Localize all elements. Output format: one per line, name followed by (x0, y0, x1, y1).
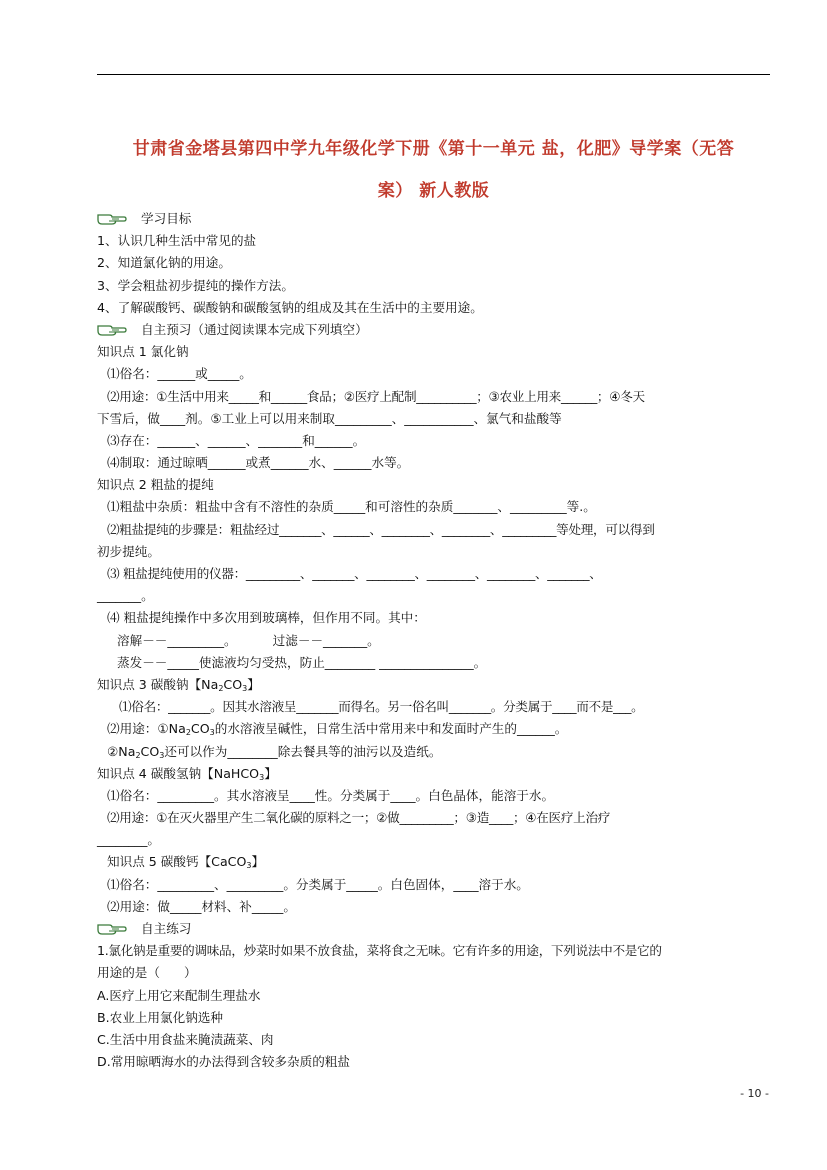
text-line: 初步提纯。 (97, 543, 160, 559)
text-line: ⑵用途：做_____材料、补_____。 (107, 898, 296, 914)
knowledge-point-heading: 知识点 4 碳酸氢钠【NaHCO$_3$】 (97, 765, 277, 782)
question-text: 1.氯化钠是重要的调味品，炒菜时如果不放食盐，菜将食之无味。它有许多的用途，下列说法中不是它的 (97, 943, 662, 959)
text-line: ⑴俗名：_________、_________。分类属于_____。白色固体，____溶于水。 (107, 876, 529, 892)
text-line: _______。 (97, 588, 154, 604)
text-line: ⑵用途：①生活中用来_____和______食品；②医疗上配制__________；③农业上用来______；④冬天 (107, 388, 645, 404)
answer-option: B.农业上用氯化钠选种 (97, 1009, 223, 1025)
text-line: ⑷ 粗盐提纯操作中多次用到玻璃棒，但作用不同。其中： (107, 610, 426, 626)
goal-item: 2、知道氯化钠的用途。 (97, 255, 231, 271)
knowledge-point-heading: 知识点 3 碳酸钠【$Na_2CO_3$】 (97, 676, 260, 693)
header-rule (97, 74, 770, 75)
document-title-line-2: 案） 新人教版 (377, 181, 490, 201)
section-title-goals: 学习目标 (141, 211, 192, 226)
goal-item: 3、学会粗盐初步提纯的操作方法。 (97, 277, 294, 293)
section-heading-goals (97, 208, 773, 230)
answer-option: C.生活中用食盐来腌渍蔬菜、肉 (97, 1031, 274, 1047)
text-line: ⑵粗盐提纯的步骤是：粗盐经过_______、______、________、________、_________等处理，可以得到 (107, 521, 655, 537)
section-title-practice: 自主练习 (141, 921, 192, 936)
section-title-preview: 自主预习（通过阅读课本完成下列填空） (141, 321, 368, 337)
text-line: $②Na_2CO_3$还可以作为________除去餐具等的油污以及造纸。 (107, 743, 442, 760)
document-body (97, 208, 773, 1073)
text-line: ⑷制取：通过晾晒______或煮______水、______水等。 (107, 455, 410, 471)
text-line: ⑴俗名：_______。因其水溶液呈_______而得名。另一俗名叫_______。分类属于____而不是___。 (119, 699, 644, 715)
page-number: - 10 - (740, 1087, 769, 1100)
text-line: 溶解－－_________。 过滤－－_______。 (117, 632, 380, 648)
answer-option: A.医疗上用它来配制生理盐水 (97, 987, 261, 1003)
pointing-hand-icon (97, 211, 127, 225)
knowledge-point-heading: 知识点 2 粗盐的提纯 (97, 477, 214, 493)
text-line: 下雪后，做____剂。⑤工业上可以用来制取_________、___________、氯气和盐酸等 (97, 410, 562, 426)
question-text: 用途的是（ ） (97, 965, 197, 981)
text-line: ⑶ 粗盐提纯使用的仪器：_________、_______、________、________、________、_______、 (107, 566, 602, 581)
document-title-line-1: 甘肃省金塔县第四中学九年级化学下册《第十一单元 盐，化肥》导学案（无答 (132, 139, 735, 159)
text-line: ⑵用途：①在灭火器里产生二氧化碳的原料之一；②做_________；③造____；④在医疗上治疗 (107, 810, 611, 826)
pointing-hand-icon (97, 921, 127, 935)
text-line: ⑶存在：______、______、_______和______。 (107, 432, 366, 448)
text-line: ⑴俗名：_________。其水溶液呈____性。分类属于____。白色晶体，能溶于水。 (107, 787, 555, 803)
pointing-hand-icon (97, 322, 127, 336)
text-line: ⑵用途：$①Na_2CO_3$的水溶液呈碱性，日常生活中常用来中和发面时产生的______。 (107, 721, 568, 738)
goal-item: 4、了解碳酸钙、碳酸钠和碳酸氢钠的组成及其在生活中的主要用途。 (97, 299, 483, 315)
text-line: ⑴俗名：______或_____。 (107, 366, 252, 382)
section-heading-practice (97, 918, 773, 940)
text-line: ⑴粗盐中杂质：粗盐中含有不溶性的杂质_____和可溶性的杂质_______、_________等.。 (107, 499, 596, 515)
knowledge-point-heading: 知识点 1 氯化钠 (97, 344, 189, 360)
section-heading-preview (97, 319, 773, 341)
knowledge-point-heading: 知识点 5 碳酸钙【CaCO$_3$】 (107, 854, 265, 871)
text-line: 蒸发－－_____使滤液均匀受热，防止________ _______________。 (117, 654, 487, 670)
answer-option: D.常用晾晒海水的办法得到含较多杂质的粗盐 (97, 1054, 350, 1070)
text-line: ________。 (97, 832, 160, 848)
goal-item: 1、认识几种生活中常见的盐 (97, 233, 257, 249)
